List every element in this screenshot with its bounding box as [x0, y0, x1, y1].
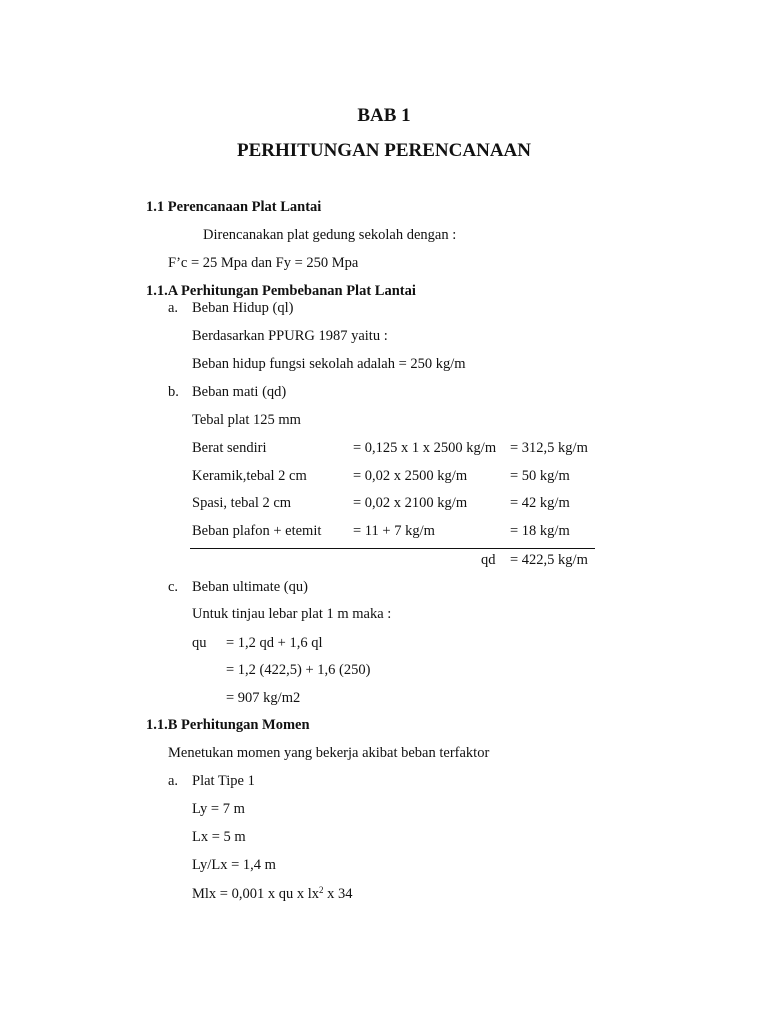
mlx-formula: [192, 886, 353, 902]
load-row-label: Berat sendiri: [192, 440, 267, 456]
ultimate-load-line: Untuk tinjau lebar plat 1 m maka :: [192, 606, 392, 622]
material-spec: F’c = 25 Mpa dan Fy = 250 Mpa: [168, 255, 359, 271]
live-load-line: Berdasarkan PPURG 1987 yaitu :: [192, 328, 388, 344]
sum-divider: [190, 548, 595, 549]
chapter-label: BAB 1: [357, 105, 411, 126]
mlx-exponent: 2: [319, 885, 324, 895]
load-row-label: Keramik,tebal 2 cm: [192, 468, 307, 484]
chapter-title: PERHITUNGAN PERENCANAAN: [237, 140, 531, 161]
qu-label: qu: [192, 635, 207, 651]
load-row-formula: = 0,02 x 2500 kg/m: [353, 468, 468, 484]
plate-ly: Ly = 7 m: [192, 801, 245, 817]
list-marker: c.: [168, 579, 179, 595]
total-label: qd: [481, 552, 496, 568]
section-heading-1-1-a: 1.1.A Perhitungan Pembebanan Plat Lantai: [146, 283, 416, 299]
plate-ratio: Ly/Lx = 1,4 m: [192, 857, 276, 873]
section-heading-1-1-b: 1.1.B Perhitungan Momen: [146, 717, 310, 733]
load-row-formula: = 0,125 x 1 x 2500 kg/m: [353, 440, 497, 456]
load-row-label: Beban plafon + etemit: [192, 523, 322, 539]
plate-thickness: Tebal plat 125 mm: [192, 412, 301, 428]
load-row-result: = 18 kg/m: [510, 523, 570, 539]
load-row-result: = 50 kg/m: [510, 468, 570, 484]
dead-load-title: Beban mati (qd): [192, 384, 287, 400]
total-value: = 422,5 kg/m: [510, 552, 588, 568]
plate-type-title: Plat Tipe 1: [192, 773, 255, 789]
load-row-result: = 42 kg/m: [510, 495, 570, 511]
load-row-formula: = 0,02 x 2100 kg/m: [353, 495, 468, 511]
section-heading-1-1: 1.1 Perencanaan Plat Lantai: [146, 199, 322, 215]
moment-intro: Menetukan momen yang bekerja akibat beban terfaktor: [168, 745, 490, 761]
load-row-result: = 312,5 kg/m: [510, 440, 588, 456]
live-load-title: Beban Hidup (ql): [192, 300, 294, 316]
mlx-formula-tail: x 34: [323, 886, 353, 902]
section-intro: Direncanakan plat gedung sekolah dengan :: [203, 227, 457, 243]
list-marker: a.: [168, 300, 179, 316]
qu-equation: = 1,2 qd + 1,6 ql: [226, 635, 323, 651]
qu-equation: = 907 kg/m2: [226, 690, 301, 706]
load-row-label: Spasi, tebal 2 cm: [192, 495, 292, 511]
list-marker: a.: [168, 773, 179, 789]
list-marker: b.: [168, 384, 179, 400]
mlx-formula-main: Mlx = 0,001 x qu x lx: [192, 886, 320, 902]
qu-equation: = 1,2 (422,5) + 1,6 (250): [226, 662, 371, 678]
load-row-formula: = 11 + 7 kg/m: [353, 523, 435, 539]
ultimate-load-title: Beban ultimate (qu): [192, 579, 308, 595]
live-load-line: Beban hidup fungsi sekolah adalah = 250 kg/m: [192, 356, 466, 372]
plate-lx: Lx = 5 m: [192, 829, 246, 845]
